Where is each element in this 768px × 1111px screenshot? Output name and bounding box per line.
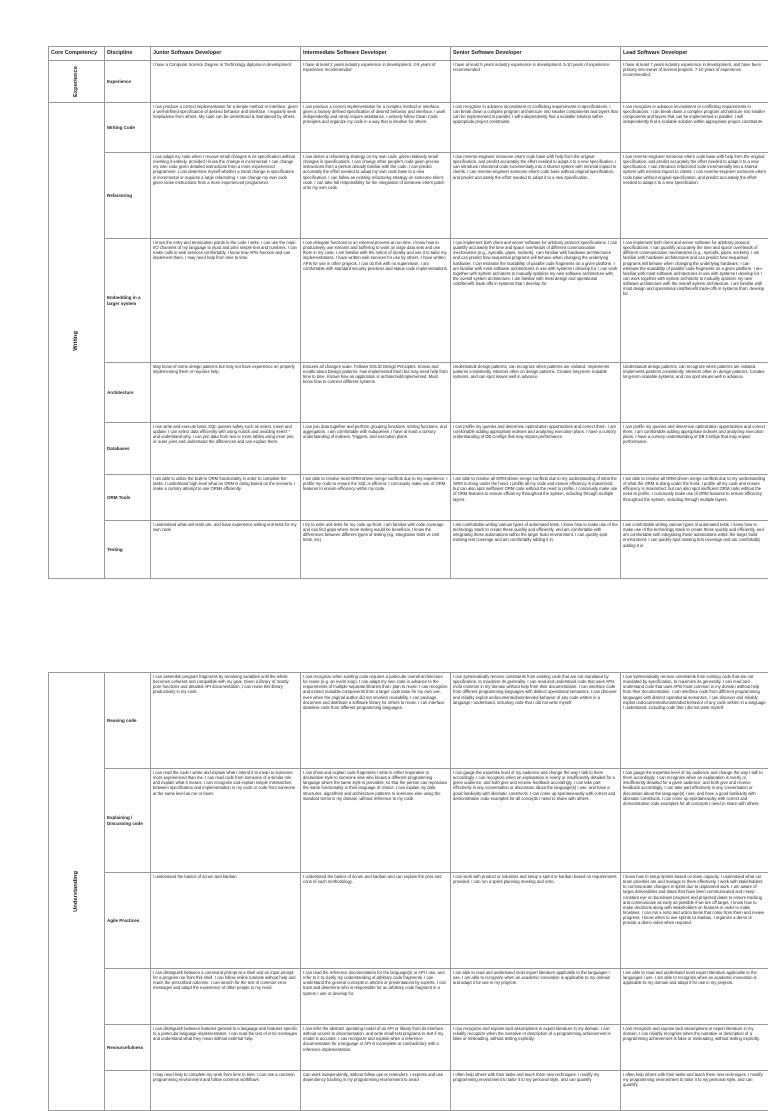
table-row xyxy=(49,1071,768,1111)
level-description-cell: I can systematically remove constraints from existing code that are not mandated by specification, to maximize its generality. I can read and understand code that uses APIs most common in my domain without help from their documentation. I can interface code from different programming languages with distinct operational semantics. I can discover and reliably exploit undocumented/unintended behavior of any code written in a language I understand, including code that I did not write myself. xyxy=(621,673,768,769)
level-description-cell: I have at least 5 years industry experience in development. 5-10 years of experience recommended xyxy=(451,61,621,103)
level-description-cell: I am able to resolve most ORM-driven merge conflicts due to my experience. I profile my code to ensure the SQL is efficient. I conciously make use of ORM features to ensure efficiency within my code. xyxy=(301,475,451,521)
competency-table-2 xyxy=(48,672,768,1111)
competency-cell xyxy=(49,61,105,103)
header-lead: Lead Software Developer xyxy=(621,47,768,61)
level-description-cell: I can distinguish between a command prompt at a shell and an input prompt for a program run from this shell. I can follow online tutorials without help and reach the prescribed outcome. I can search for the text of common error messages and adapt the experience of other people to my need. xyxy=(151,969,301,1025)
level-description-cell: I have a Computer Science Degree or Technology diploma in development xyxy=(151,61,301,103)
level-description-cell: I try to write unit tests for my code up-front. I am familiar with code coverage and can find gaps where more testing would be beneficial. I know the differences between different types of testing (eg. Integration tests vs Unit tests, etc) xyxy=(301,521,451,579)
level-description-cell: I can profile my queries and determine optimization opportunities and correct them. I am comfortable adding appropriate indexes and analyzing execution plans. I have a cursory understanding of DB Configs that may impact performance. xyxy=(621,423,768,475)
discipline-cell: Explaining / Discussing code xyxy=(105,769,151,873)
header-senior: Senior Software Developer xyxy=(451,47,621,61)
level-description-cell: I can recognize in advance inconsistent or conflicting requirements in specifications. I can break down a complex program architecture into smaller components and layers that can be implemented in parallel. I will independently find a scalable solution within appropriate project constraints. xyxy=(621,103,768,153)
discipline-cell xyxy=(105,969,151,1025)
table-row xyxy=(49,873,768,969)
table-row xyxy=(49,521,768,579)
level-description-cell: I can implement both client and server software for arbitrary protocol specifications. I can quantify accurately the time and space overheads of different communication mechanisms (e.g., syscalls, pipes, sockets). I am familiar with hardware architectures and can predict how sequential programs will behave when changing the underlying hardware. I can estimate the scalability of parallel code fragments on a given platform. I am familiar with most software architectures in use with systems I develop for. I can work together with system architects to mutually optimize my own software architecture with the overall system architecture. I am familiar with most design and operational cost/benefit trade-offs in systems that I develop for. xyxy=(451,239,621,363)
level-description-cell: I am comfortable writing various types of automated tests. I know how to make use of the technology stack to create these quickly and efficiently, and am comfortable with integrating these automations within the larger build environment. I can quickly spot missing test coverage and am comfortably adding it in. xyxy=(451,521,621,579)
discipline-cell: Reusing code xyxy=(105,673,151,769)
competency-matrix-page-1 xyxy=(48,46,768,579)
level-description-cell: I have at least 2 years industry experience in development. 2-5 years of experience recommended xyxy=(301,61,451,103)
level-description-cell: I often help others with their tasks and teach them new techniques. I modify my programming environment to tailor it to my personal style, and can quantify xyxy=(451,1071,621,1111)
competency-table-1 xyxy=(48,46,768,579)
discipline-cell xyxy=(105,1071,151,1111)
competency-label: Experience xyxy=(73,66,80,97)
level-description-cell: I am able to read and understand most expert literature applicable to the languages I use. I am able to recognize when an academic innovation is applicable to my domain and adapt it for use in my projects. xyxy=(451,969,621,1025)
level-description-cell: I can recognize when existing code requires a particular overall architecture for reuse (e.g. an event loop). I can adapt my own code in advance to the requirements of multiple separate libraries that I plan to reuse. I can recognize and extract reusable components from a larger code base for my own use, even when the original author did not envision reusability. I can package, document and distribute a software library for others to reuse. I can interface stateless code from different programming languages. xyxy=(301,673,451,769)
level-description-cell: I can write and execute basic SQL queries safely such as select, insert and update. I can select data efficiently with using nolock and avoiding select * and understand why. I can join data from two or more tables using inner join, or outer joins and understand the differences and can explain them. xyxy=(151,423,301,475)
level-description-cell: Can work independently, without follow ups or reminders. I express and use dependency tracking in my programming environment to avoid xyxy=(301,1071,451,1111)
header-discipline: Discipline xyxy=(105,47,151,61)
discipline-cell: Testing xyxy=(105,521,151,579)
level-description-cell: I have at least 7 years industry experience in development, and have been primary dev owner of several projects. 7-10 years of experience recommended. xyxy=(621,61,768,103)
discipline-cell: ORM Tools xyxy=(105,475,151,521)
level-description-cell: I can produce a correct implementation for a complex method or interface, given a loosely defined specification of desired behavior and interface. I work independently and rarely require assistance. I actively follow Clean Code principles and organize my code in a way that is intuitive for others. xyxy=(301,103,451,153)
level-description-cell: I understand the basics of scrum and kanban and can explain the pros and cons of each methodology. xyxy=(301,873,451,969)
table-row xyxy=(49,475,768,521)
level-description-cell: May know of some design patterns but may not have experience on properly implementing them or requires help. xyxy=(151,363,301,423)
level-description-cell: I can implement both client and server software for arbitrary protocol specifications. I can quantify accurately the time and space overheads of different communication mechanisms (e.g., syscalls, pipes, sockets). I am familiar with hardware architectures and can predict how sequential programs will behave when changing the underlying hardware. I can estimate the scalability of parallel code fragments on a given platform. I am familiar with most software architectures in use with systems I develop for. I can work together with system architects to mutually optimize my own software architecture with the overall system architecture. I am familiar with most design and operational cost/benefit trade-offs in systems that I develop for. xyxy=(621,239,768,363)
competency-cell xyxy=(49,673,105,1111)
level-description-cell: I can adapt my code when I receive small changes in its specification without rewriting it entirely, provided I know the change is incremental. I can change my own code given detailed instructions from a more experienced programmer. I can determine myself whether a small change in specification is incremental or requires a large refactoring. I can change my own code given loose instructions from a more experienced programmer. xyxy=(151,153,301,239)
level-description-cell: Ensures all changes scale. Follows SOLID Design Principles. Knows and recalls about Design patterns. Has implemented them but may need help from time to time. Knows how an application is architected/implemented. Must know how to connect different systems. xyxy=(301,363,451,423)
level-description-cell: I can reverse-engineer someone else's code base with help from the original specification, and predict accurately the effort needed to adapt it to a new specification. I can introduce refactored code incrementally into a shared system with minimal impact to clients. I can reverse-engineer someone else's code base without original specification, and predict accurately the effort needed to adapt it to a new specification. xyxy=(621,153,768,239)
level-description-cell: I am able to resolve all ORM-driven merge conflicts due to my understanding of what the ORM is doing under the hood. I profile all my code and ensure efficiency is maximized, but can also spot inefficient ORM code without the need to profile. I conciously make use of ORM features to ensure efficiency throughout the system, including through multiple layers. xyxy=(451,475,621,521)
discipline-cell: Writing Code xyxy=(105,103,151,153)
level-description-cell: I can reverse-engineer someone else's code base with help from the original specification, and predict accurately the effort needed to adapt it to a new specification. I can introduce refactored code incrementally into a shared system with minimal impact to clients. I can reverse-engineer someone else's code base without original specification, and predict accurately the effort needed to adapt it to a new specification. xyxy=(451,153,621,239)
level-description-cell: I can recognize and expose tacit assumptions in expert literature in my domain. I can reliably recognize when the narrative or description of a programming achievement is false or misleading, without testing explicitly. xyxy=(451,1025,621,1071)
level-description-cell: I can distinguish between features general to a language and features specific to a particular language implementation. I can read the text of error messages and understand what they mean without external help. xyxy=(151,1025,301,1071)
level-description-cell: I understand what unit tests are, and have experience writing unit tests for my own code xyxy=(151,521,301,579)
competency-matrix-page-2 xyxy=(48,672,768,1111)
discipline-cell: Architecture xyxy=(105,363,151,423)
level-description-cell: I can produce a correct implementation for a simple method or interface, given a well-defined specification of desired behavior and interface. I regularly seek help/advice from others. My code can be understood & maintained by others. xyxy=(151,103,301,153)
competency-cell xyxy=(49,103,105,579)
level-description-cell: I am able to read and understand most expert literature applicable to the languages I use. I am able to recognize when an academic innovation is applicable to my domain and adapt it for use in my projects. xyxy=(621,969,768,1025)
level-description-cell: I may need help to complete my work from time to time. I can use a common programming environment and follow common workflows xyxy=(151,1071,301,1111)
discipline-cell: Agile Practices xyxy=(105,873,151,969)
level-description-cell: I often help others with their tasks and teach them new techniques. I modify my programming environment to tailor it to my personal style, and can quantify xyxy=(621,1071,768,1111)
level-description-cell: I can gauge the expertise level of my audience and change the way I talk to them accordingly. I can recognize when an explanation is overly or insufficiently detailed for a given audience, and both give and receive feedback accordingly. I can take part effectively in any conversation or discussion about the language(s) I use, and have a good familiarity with idiomatic constructs. I can come up spontaneously with correct and demonstrative code examples for all concepts I need to share with others. xyxy=(621,769,768,873)
level-description-cell: I am comfortable writing various types of automated tests. I know how to make use of the technology stack to create these quickly and efficiently, and am comfortable with integrating these automations within the larger build environment. I can quickly spot missing test coverage and am comfortably adding it in. xyxy=(621,521,768,579)
level-description-cell: Understands design patterns, can recognize when patterns are violated. Implements patterns consistently. Mentors other on design patterns. Creates long-term scalable systems, and can spot issues well in advance. xyxy=(451,363,621,423)
table-row xyxy=(49,423,768,475)
level-description-cell: I can infer the abstract operating model of an API or library from its interface, without access to documentation, and write small test programs to test if my model is accurate. I can recognize and explain when a reference documentation for a language or API is incomplete or contradictory with a reference implementation. xyxy=(301,1025,451,1071)
level-description-cell: I can work with product or solutions and setup a sprint or kanban based on requirements provided. I can run a sprint planning meeting and retro. xyxy=(451,873,621,969)
level-description-cell: I can systematically remove constraints from existing code that are not mandated by specification, to maximize its generality. I can read and understand code that uses APIs most common in my domain without help from their documentation. I can interface code from different programming languages with distinct operational semantics. I can discover and reliably exploit undocumented/unintended behavior of any code written in a language I understand, including code that I did not write myself. xyxy=(451,673,621,769)
discipline-cell: Refactoring xyxy=(105,153,151,239)
discipline-cell: Embedding in a larger system xyxy=(105,239,151,363)
table-row xyxy=(49,1025,768,1071)
table-row xyxy=(49,153,768,239)
header-core-competency: Core Competency xyxy=(49,47,105,61)
table-row xyxy=(49,673,768,769)
level-description-cell: I can derive a refactoring strategy on my own code, given relatively small changes in specifications. I can change other people's code given precise instructions from a person already familiar with the code. I can predict accurately the effort needed to adapt my own code base to a new specification. I can follow an existing refactoring strategy on someone else's code. I can take full responsibility for the integration of someone else's patch onto my own code. xyxy=(301,153,451,239)
level-description-cell: I understand the basics of scrum and kanban xyxy=(151,873,301,969)
level-description-cell: I can read the reference documentation for the language(s) or API I use, and refer to it to clarify my understanding of arbitrary code fragments. I can understand the general concepts in articles or presentations by experts. I can track and determine who is responsible for an arbitrary code fragment in a system I use or develop for. xyxy=(301,969,451,1025)
level-description-cell: I can assemble program fragments by renaming variables until the whole becomes coherent and compatible with my goal. Given a library of mostly pure functions and detailed API documentation, I can reuse this library productively in my code. xyxy=(151,673,301,769)
level-description-cell: I can delegate functions to an external process at run-time. I know how to productively use streams and buffering to work on large data sets and use them in my code. I am familiar with the notion of locality and use it to tailor my implementations. I have written web services for use by others. I have written APIs for use in other projects. I can do this with no supervision. I am comfortable with standard security practices and status code implementations. xyxy=(301,239,451,363)
table-row xyxy=(49,61,768,103)
level-description-cell: I can read the code I wrote and explain what I intend it to mean to someone more experienced than me. I can read code from someone of a similar role and explain what it means. I can recognize and explain simple mismatches between specification and implementation in my code or code from someone at the same level as me or lower. xyxy=(151,769,301,873)
discipline-cell: Resourcefulness xyxy=(105,1025,151,1071)
level-description-cell: I know how to setup sprints based on team capacity. I understand what our team priorities are and manage to them effectively. I work with stakeholders to communicate changes in sprint due to unplanned work. I am aware of target deliverables and dates that have been communicated and I keep constant eye on burndown progress and projected dates to ensure tracking and communicate as early as possible if we are off target. I know how to make decisions along with stakeholders on features in order to make timelines. I can run a retro and action items that come from them and review progress. I know when to use sprints vs kanban. I organize a demo or provide a demo video when required. xyxy=(621,873,768,969)
level-description-cell: I can show and explain code fragments I write in either imperative or declarative style to someone else who knows a different programming language where the same style is prevalent, so that the person can reproduce the same functionality in their language of choice. I can explain my data structures, algorithms and architecture patterns to someone else using the standard terms in my domain, without reference to my code. xyxy=(301,769,451,873)
table-row xyxy=(49,363,768,423)
level-description-cell: Understands design patterns, can recognize when patterns are violated. Implements patterns consistently. Mentors other on design patterns. Creates long-term scalable systems, and can spot issues well in advance. xyxy=(621,363,768,423)
competency-label: Writing xyxy=(73,331,80,351)
level-description-cell: I can recognize and expose tacit assumptions in expert literature in my domain. I can reliably recognize when the narrative or description of a programming achievement is false or misleading, without testing explicitly. xyxy=(621,1025,768,1071)
level-description-cell: I am able to resolve all ORM-driven merge conflicts due to my understanding of what the ORM is doing under the hood. I profile all my code and ensure efficiency is maximized, but can also spot inefficient ORM code without the need to profile. I conciously make use of ORM features to ensure efficiency throughout the system, including through multiple layers. xyxy=(621,475,768,521)
discipline-cell: Experience xyxy=(105,61,151,103)
competency-label: Understanding xyxy=(73,871,80,912)
table-header-row xyxy=(49,47,768,61)
level-description-cell: I can join data together and perform grouping functions, sorting functions, and aggregation. I am comfortable with subqueries. I have at least a cursory understanding of indexes, Triggers, and execution plans. xyxy=(301,423,451,475)
table-row xyxy=(49,969,768,1025)
level-description-cell: I can profile my queries and determine optimization opportunities and correct them. I am comfortable adding appropriate indexes and analyzing execution plans. I have a cursory understanding of DB Configs that may impact performance. xyxy=(451,423,621,475)
header-junior: Junior Software Developer xyxy=(151,47,301,61)
level-description-cell: I am able to utilize the built-in ORM functionality in order to complete the tasks. I understand high level what an ORM is doing based on the scenario. I make a cursory attempt to use ORMs efficiently. xyxy=(151,475,301,521)
discipline-cell: Databases xyxy=(105,423,151,475)
header-intermediate: Intermediate Software Developer xyxy=(301,47,451,61)
table-row xyxy=(49,103,768,153)
table-row xyxy=(49,239,768,363)
table-row xyxy=(49,769,768,873)
level-description-cell: I know the entry and termination points in the code I write. I can use the main I/O channels of my language to input and print simple text and numbers. I can make calls to web services comfortably. I know how APIs function and can implement them. I may need help from time to time. xyxy=(151,239,301,363)
level-description-cell: I can recognize in advance inconsistent or conflicting requirements in specifications. I can break down a complex program architecture into smaller components and layers that can be implemented in parallel. I will independently find a scalable solution within appropriate project constraints. xyxy=(451,103,621,153)
level-description-cell: I can gauge the expertise level of my audience and change the way I talk to them accordingly. I can recognize when an explanation is overly or insufficiently detailed for a given audience, and both give and receive feedback accordingly. I can take part effectively in any conversation or discussion about the language(s) I use, and have a good familiarity with idiomatic constructs. I can come up spontaneously with correct and demonstrative code examples for all concepts I need to share with others. xyxy=(451,769,621,873)
